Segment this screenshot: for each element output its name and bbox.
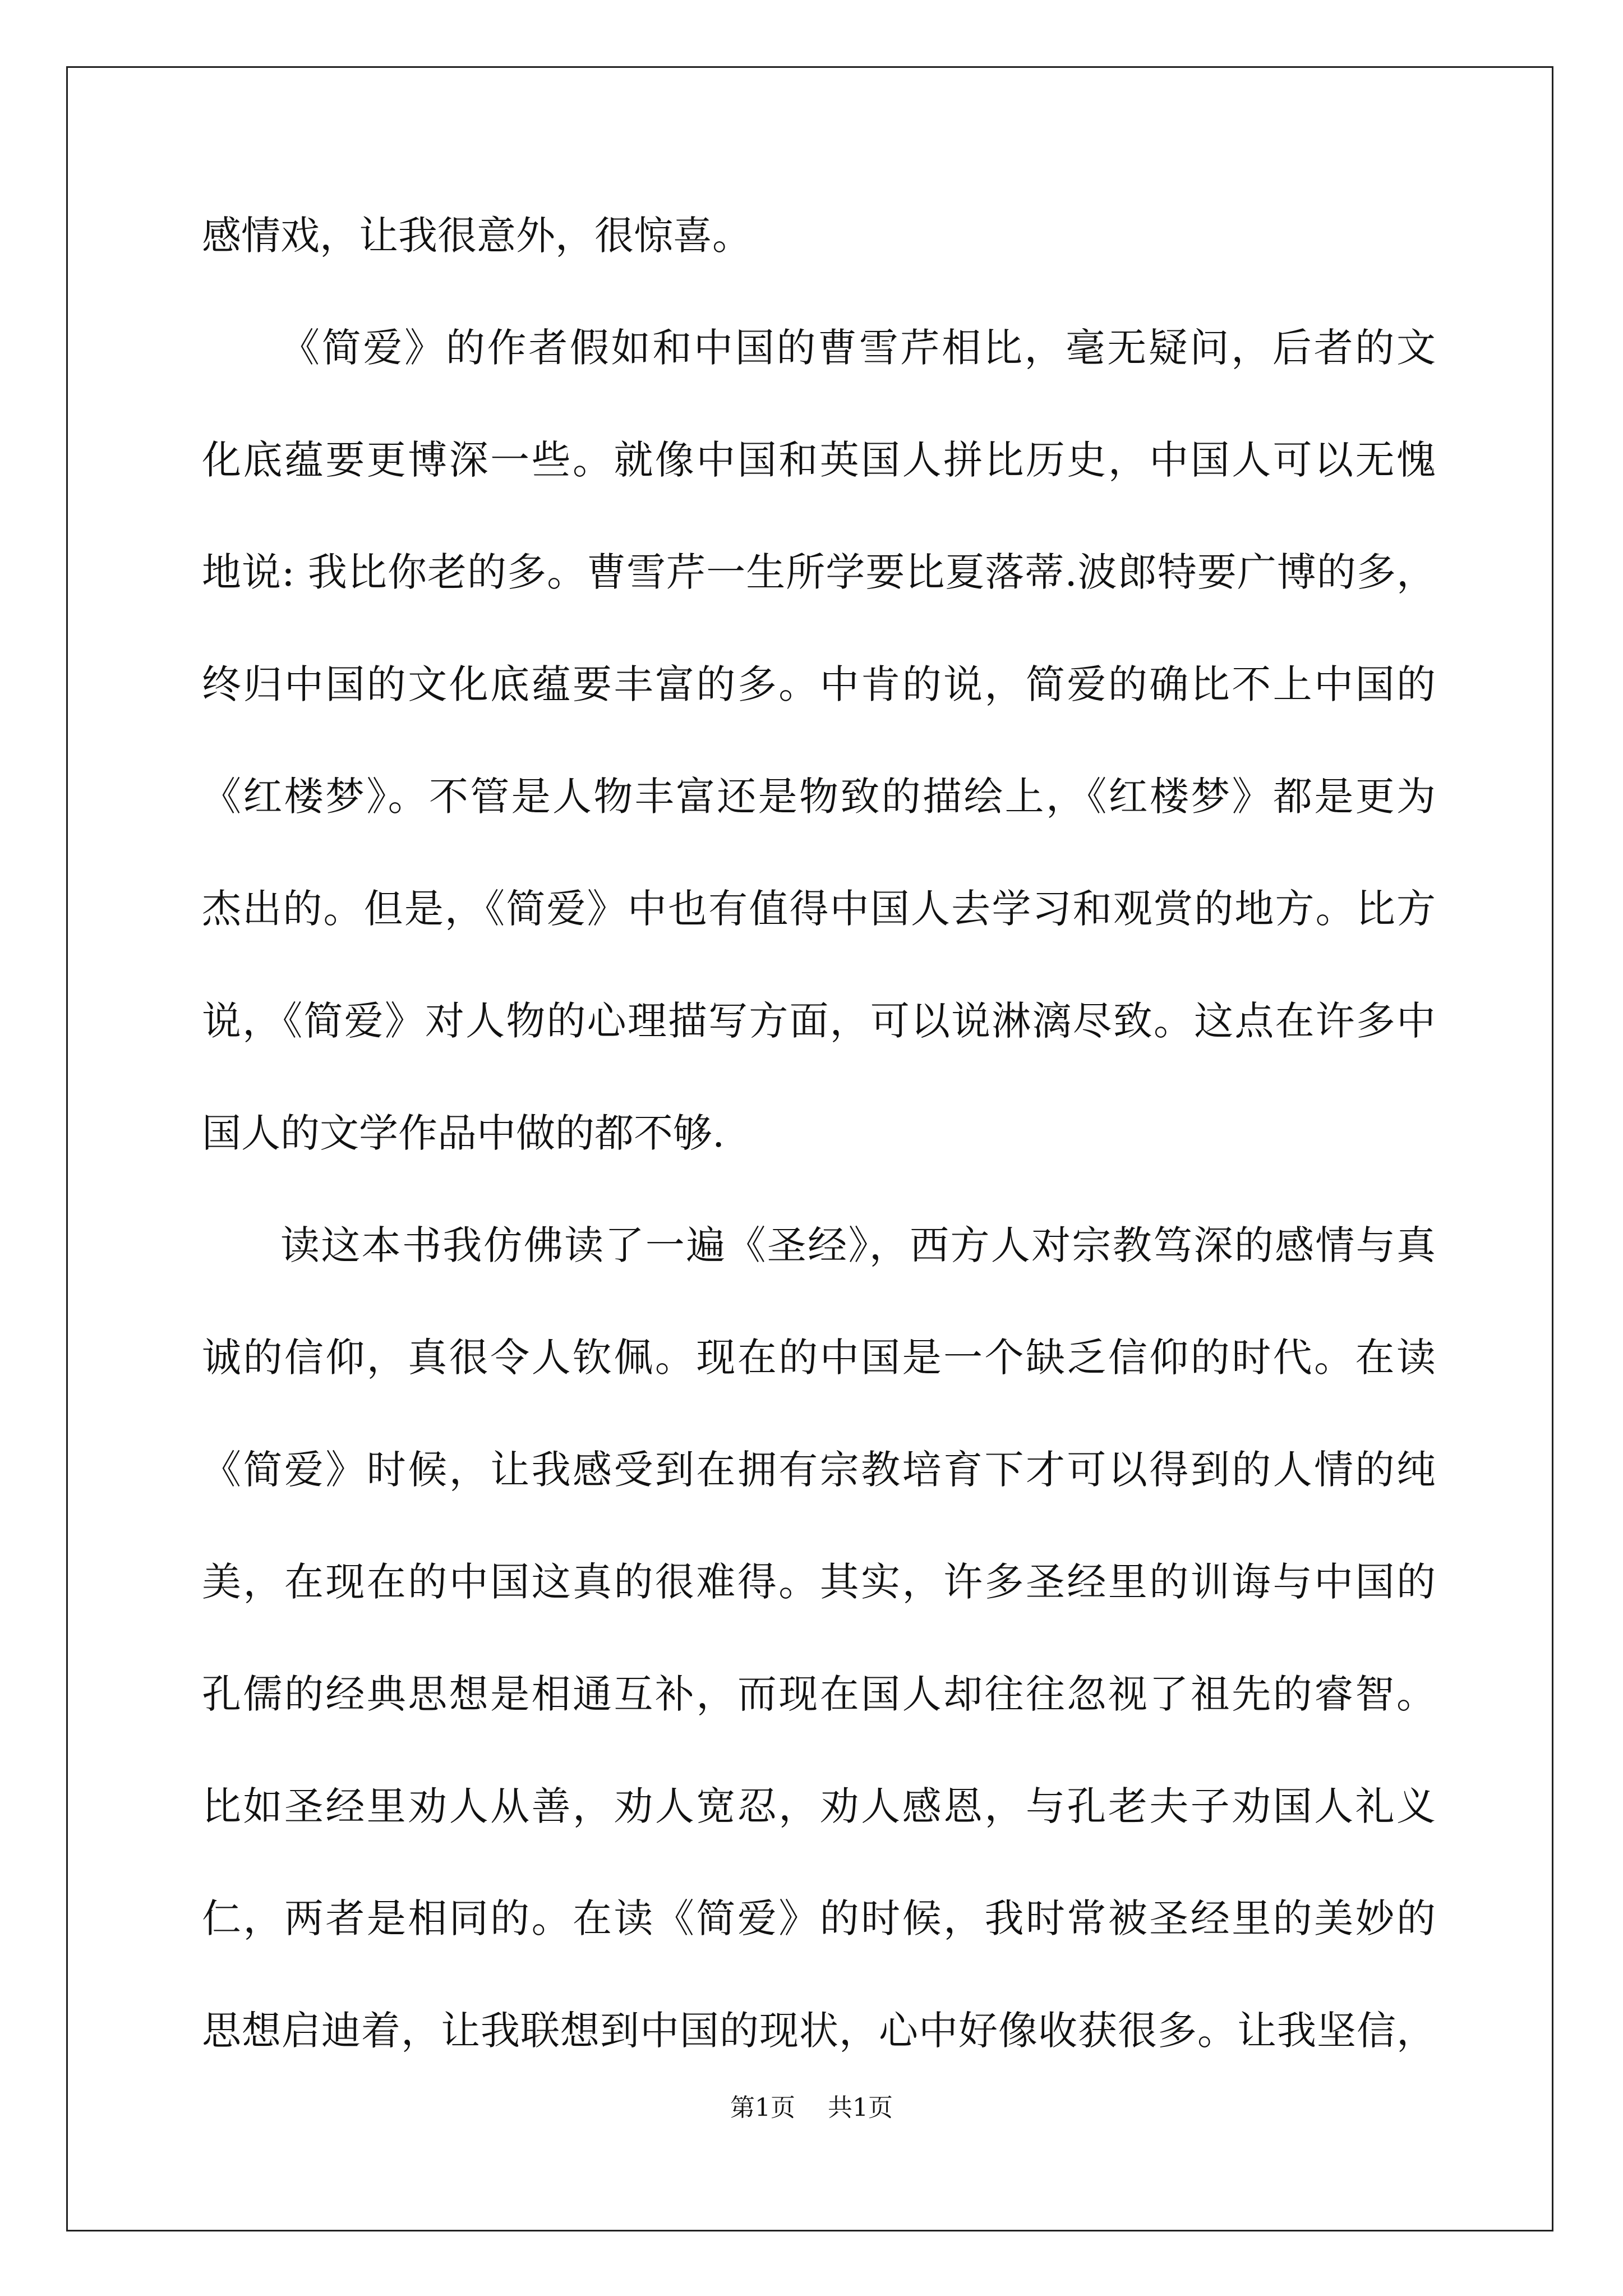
text-line: 仁，两者是相同的。在读《简爱》的时候，我时常被圣经里的美妙的 — [202, 1895, 1436, 1941]
text-line: 化底蕴要更博深一些。就像中国和英国人拼比历史，中国人可以无愧 — [202, 437, 1436, 483]
text-line: 感情戏，让我很意外，很惊喜。 — [202, 213, 751, 259]
text-line: 说，《简爱》对人物的心理描写方面，可以说淋漓尽致。这点在许多中 — [202, 998, 1436, 1044]
text-line: 《红楼梦》。不管是人物丰富还是物致的描绘上，《红楼梦》都是更为 — [202, 774, 1436, 820]
text-line: 《简爱》的作者假如和中国的曹雪芹相比，毫无疑问，后者的文 — [280, 325, 1436, 371]
page-total: 共1页 — [828, 2093, 893, 2122]
text-line: 孔儒的经典思想是相通互补，而现在国人却往往忽视了祖先的睿智。 — [202, 1671, 1436, 1717]
text-line: 思想启迪着，让我联想到中国的现状，心中好像收获很多。让我坚信， — [202, 2008, 1436, 2054]
page-footer — [0, 2091, 1623, 2125]
text-line: 终归中国的文化底蕴要丰富的多。中肯的说，简爱的确比不上中国的 — [202, 661, 1436, 707]
text-line: 读这本书我仿佛读了一遍《圣经》，西方人对宗教笃深的感情与真 — [280, 1222, 1436, 1268]
text-line: 比如圣经里劝人从善，劝人宽忍，劝人感恩，与孔老夫子劝国人礼义 — [202, 1783, 1436, 1829]
text-line: 地说: 我比你老的多。曹雪芹一生所学要比夏落蒂.波郎特要广博的多， — [202, 549, 1436, 595]
text-line: 杰出的。但是，《简爱》中也有值得中国人去学习和观赏的地方。比方 — [202, 886, 1436, 932]
page-number: 第1页 — [730, 2093, 795, 2122]
text-line: 诚的信仰，真很令人钦佩。现在的中国是一个缺乏信仰的时代。在读 — [202, 1335, 1436, 1381]
text-line: 国人的文学作品中做的都不够. — [202, 1110, 725, 1156]
text-line: 《简爱》时候，让我感受到在拥有宗教培育下才可以得到的人情的纯 — [202, 1447, 1436, 1493]
text-line: 美，在现在的中国这真的很难得。其实，许多圣经里的训诲与中国的 — [202, 1559, 1436, 1605]
